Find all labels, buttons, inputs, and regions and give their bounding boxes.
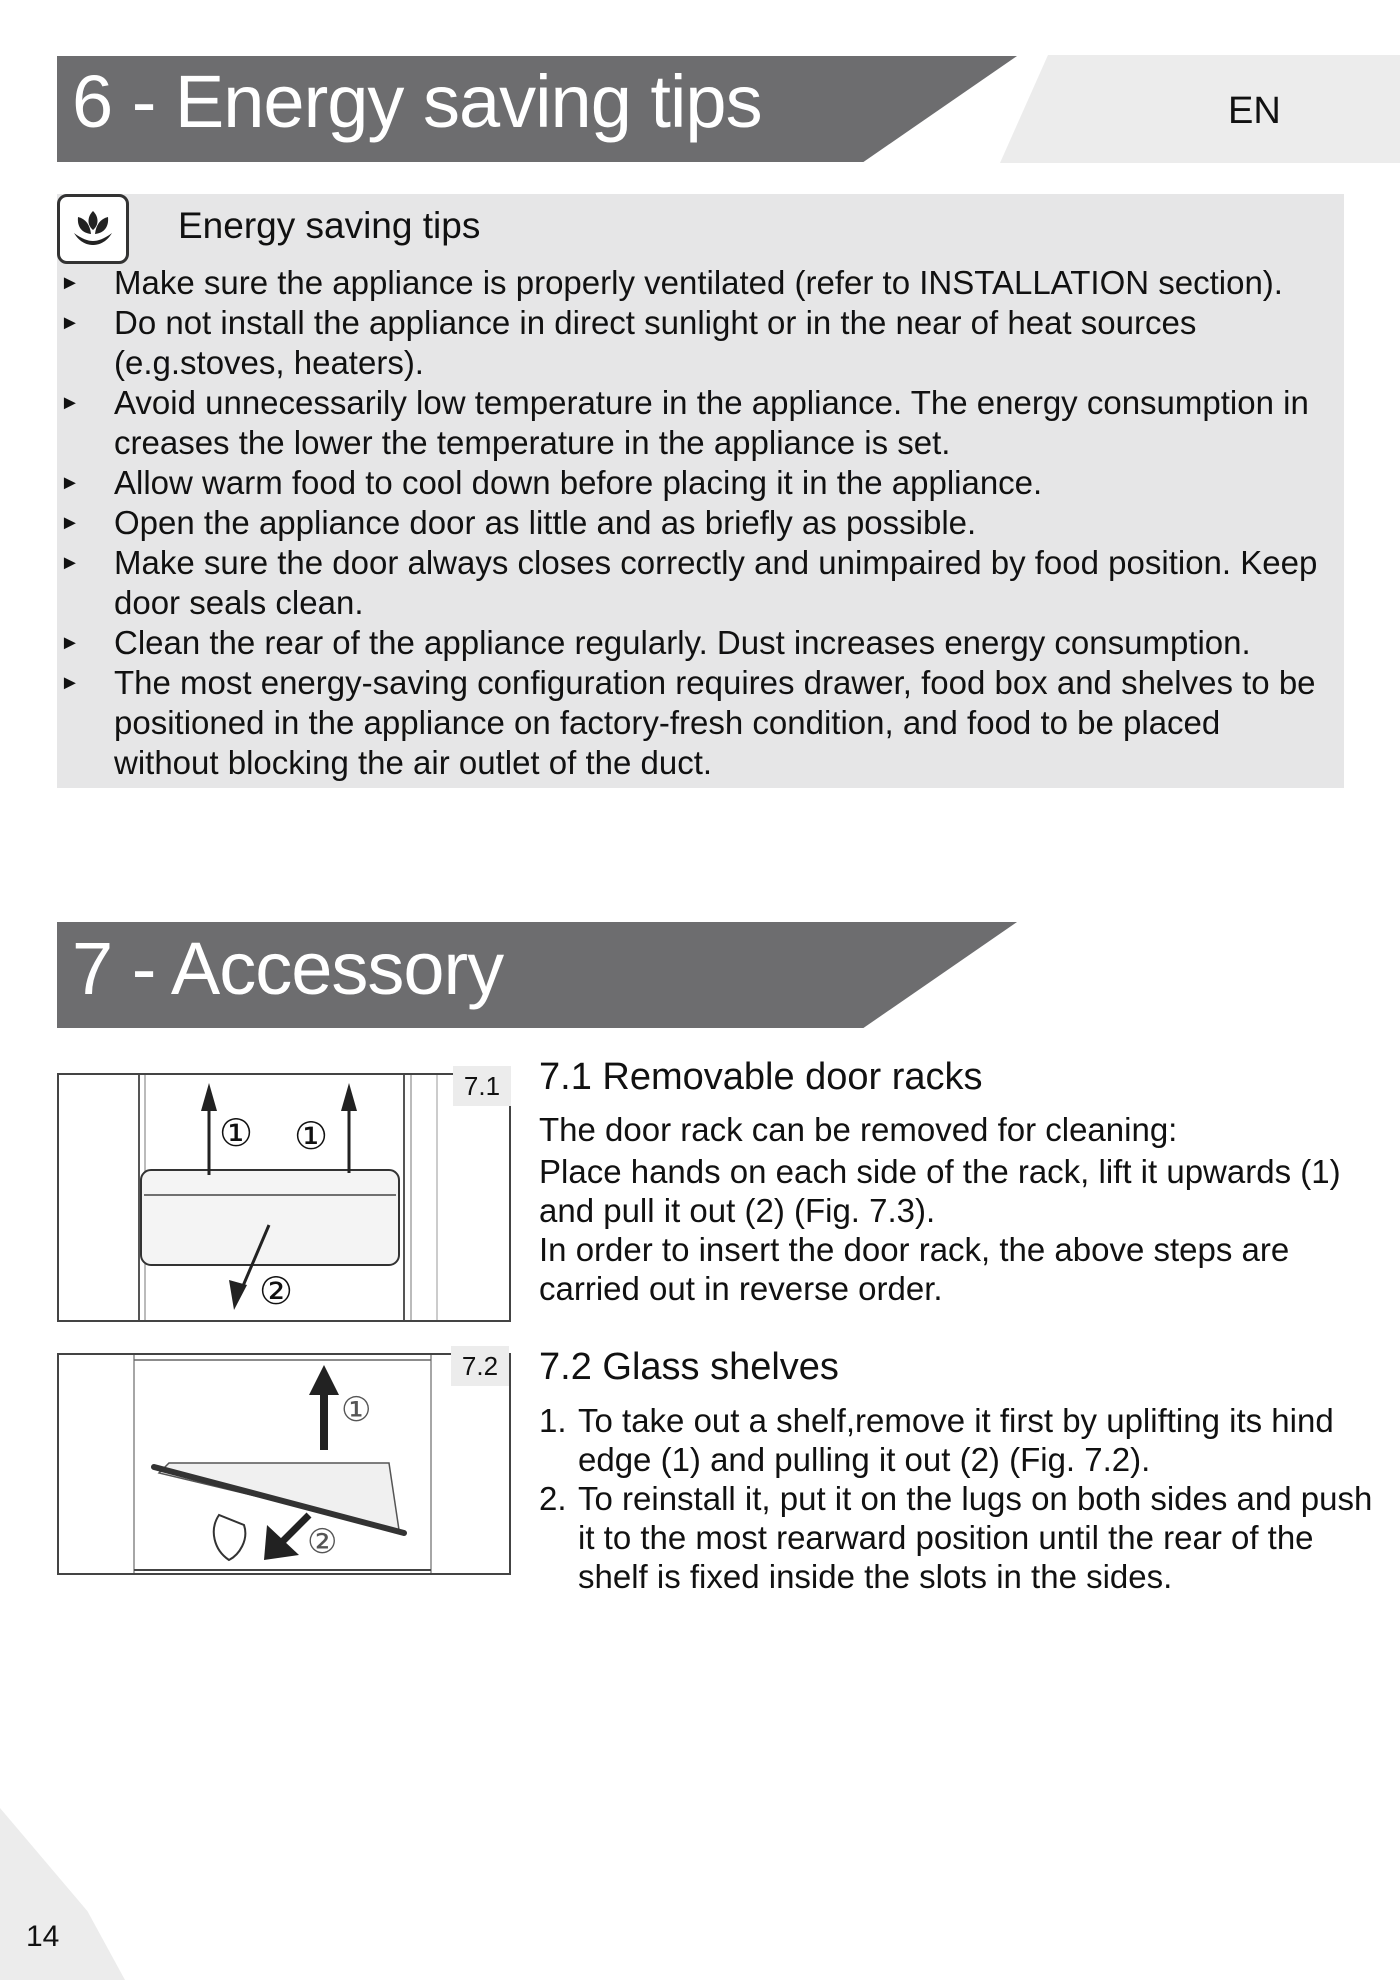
- tip-item: ► Make sure the appliance is properly ventilated (refer to INSTALLATION section).: [60, 264, 1283, 301]
- subsection-7-2-heading: 7.2 Glass shelves: [539, 1346, 839, 1388]
- door-rack-remove-step: Place hands on each side of the rack, lift it upwards (1) and pull it out (2) (Fig. 7.3).: [539, 1153, 1341, 1229]
- figure-label: 7.2: [451, 1346, 509, 1386]
- step-2-marker: ②: [307, 1523, 338, 1561]
- step-2-marker: ②: [259, 1271, 294, 1313]
- tip-item: ► Make sure the door always closes correctly and unimpaired by food position. Keep door seals clean.: [60, 544, 1318, 621]
- step-1-marker: ①: [341, 1391, 372, 1429]
- bullet-arrow-icon: ►: [60, 512, 80, 534]
- list-item: 2. To reinstall it, put it on the lugs on both sides and push it to the most rearward position until the rear of the shelf is fixed inside the slots in the sides.: [539, 1480, 1373, 1595]
- figure-label: 7.1: [453, 1066, 511, 1106]
- bullet-arrow-icon: ►: [60, 552, 80, 574]
- language-tag: EN: [1228, 90, 1281, 132]
- section-7-title: 7 - Accessory: [72, 927, 504, 1010]
- figure-door-rack: [57, 1073, 511, 1322]
- tip-item: ► The most energy-saving configuration requires drawer, food box and shelves to be positioned in the appliance on factory-fresh condition, and food to be placed without blocking the air outlet of the duct.: [60, 664, 1316, 781]
- subsection-7-1-heading: 7.1 Removable door racks: [539, 1056, 983, 1098]
- door-rack-intro: The door rack can be removed for cleaning:: [539, 1111, 1178, 1148]
- tip-item: ► Open the appliance door as little and as briefly as possible.: [60, 504, 977, 541]
- page-corner-decoration: [0, 1808, 125, 1980]
- tip-item: ► Do not install the appliance in direct sunlight or in the near of heat sources (e.g.stoves, heaters).: [60, 304, 1197, 381]
- tip-item: ► Avoid unnecessarily low temperature in the appliance. The energy consumption in creases the lower the temperature in the appliance is set.: [60, 384, 1309, 461]
- bullet-arrow-icon: ►: [60, 312, 80, 334]
- page-number: 14: [26, 1920, 60, 1953]
- glass-shelf-steps: [539, 1401, 1374, 1601]
- section-6-title: 6 - Energy saving tips: [72, 60, 762, 143]
- step-1-marker: ①: [219, 1113, 254, 1155]
- bullet-arrow-icon: ►: [60, 272, 80, 294]
- bullet-arrow-icon: ►: [60, 672, 80, 694]
- eco-flower-icon: [57, 194, 129, 264]
- tips-box-heading: Energy saving tips: [178, 205, 481, 246]
- header-corner-decoration: [1000, 55, 1400, 163]
- bullet-arrow-icon: ►: [60, 632, 80, 654]
- list-item: 1. To take out a shelf,remove it first by uplifting its hind edge (1) and pulling it out (2) (Fig. 7.2).: [539, 1402, 1334, 1478]
- bullet-arrow-icon: ►: [60, 472, 80, 494]
- tip-item: ► Clean the rear of the appliance regularly. Dust increases energy consumption.: [60, 624, 1251, 661]
- figure-glass-shelf: [57, 1353, 511, 1575]
- door-rack-insert-step: In order to insert the door rack, the above steps are carried out in reverse order.: [539, 1231, 1290, 1307]
- bullet-arrow-icon: ►: [60, 392, 80, 414]
- step-1-marker: ①: [294, 1116, 329, 1158]
- tip-item: ► Allow warm food to cool down before placing it in the appliance.: [60, 464, 1043, 501]
